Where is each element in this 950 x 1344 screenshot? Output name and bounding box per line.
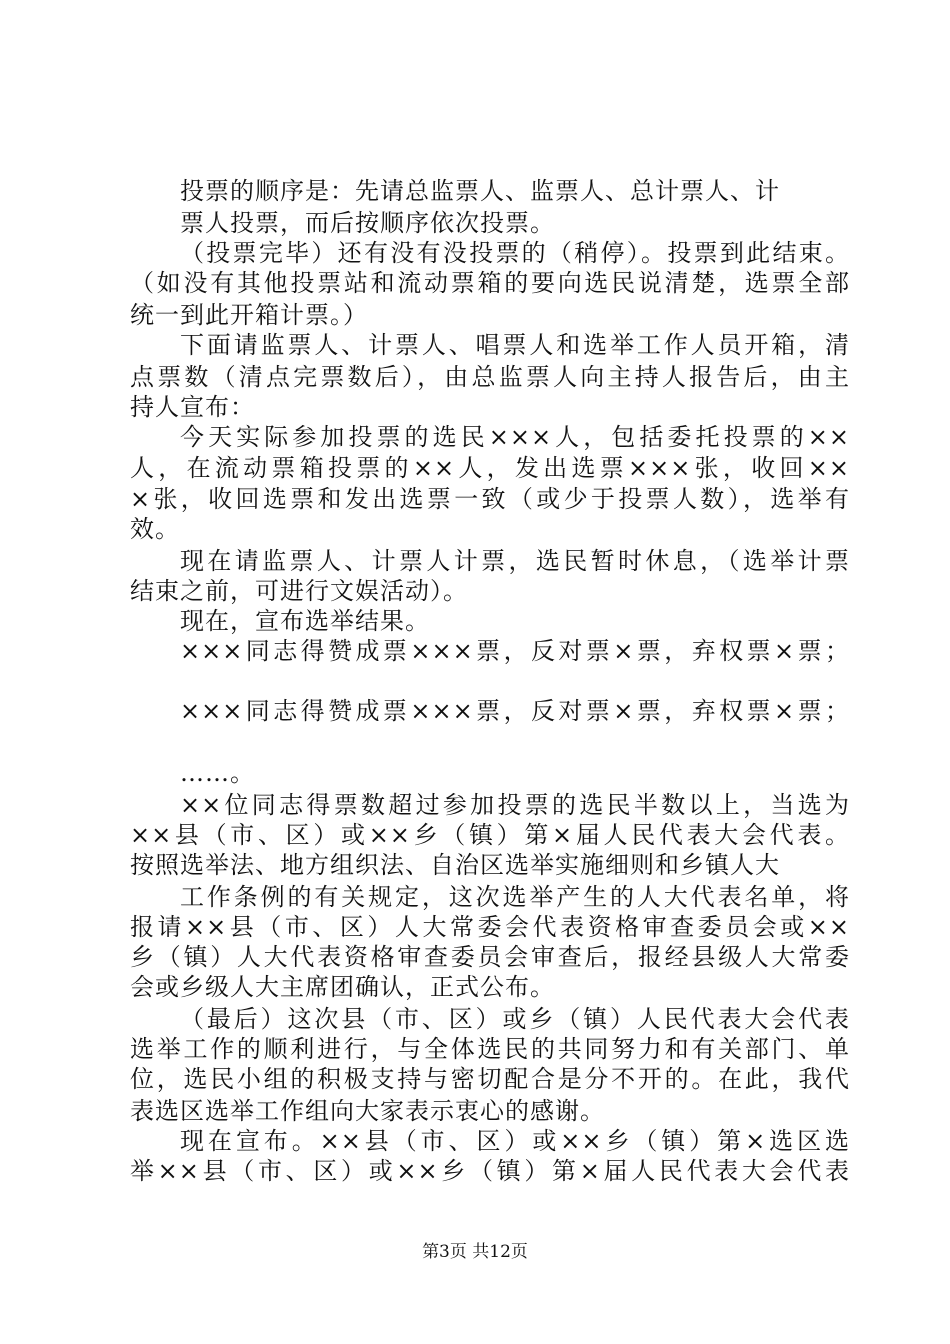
text-line: 现在，宣布选举结果。 (180, 607, 430, 635)
text-line: （投票完毕）还有没有没投票的（稍停）。投票到此结束。 (180, 239, 850, 267)
text-line: ×××同志得赞成票×××票，反对票×票，弃权票×票； (180, 637, 850, 665)
text-line: 投票的顺序是：先请总监票人、监票人、总计票人、计 (180, 177, 780, 205)
text-line: ×张，收回选票和发出选票一致（或少于投票人数），选举有 (130, 485, 850, 513)
text-line: 乡（镇）人大代表资格审查委员会审查后，报经县级人大常委 (130, 943, 850, 971)
text-line: 表选区选举工作组向大家表示衷心的感谢。 (130, 1097, 605, 1125)
text-line: ××县（市、区）或××乡（镇）第×届人民代表大会代表。 (130, 821, 850, 849)
text-line: 会或乡级人大主席团确认，正式公布。 (130, 973, 555, 1001)
text-line: 点票数（清点完票数后），由总监票人向主持人报告后，由主 (130, 363, 850, 391)
text-line: 按照选举法、地方组织法、自治区选举实施细则和乡镇人大 (130, 851, 780, 879)
text-line: ××位同志得票数超过参加投票的选民半数以上，当选为 (180, 791, 850, 819)
text-line: 现在请监票人、计票人计票，选民暂时休息，（选举计票 (180, 547, 850, 575)
text-line: （如没有其他投票站和流动票箱的要向选民说清楚，选票全部 (130, 269, 850, 297)
text-line: （最后）这次县（市、区）或乡（镇）人民代表大会代表 (180, 1005, 850, 1033)
text-line: 统一到此开箱计票。） (130, 301, 368, 329)
text-line: 选举工作的顺利进行，与全体选民的共同努力和有关部门、单 (130, 1035, 850, 1063)
text-line: 人，在流动票箱投票的××人，发出选票×××张，收回×× (130, 454, 850, 482)
text-line: 票人投票，而后按顺序依次投票。 (180, 209, 555, 237)
text-line: 今天实际参加投票的选民×××人，包括委托投票的×× (180, 423, 850, 451)
text-line: 工作条例的有关规定，这次选举产生的人大代表名单，将 (180, 883, 850, 911)
text-line: 报请××县（市、区）人大常委会代表资格审查委员会或×× (130, 913, 850, 941)
text-line: 现在宣布。××县（市、区）或××乡（镇）第×选区选 (180, 1127, 850, 1155)
text-line: 结束之前，可进行文娱活动）。 (130, 577, 468, 605)
text-line: 持人宣布： (130, 393, 255, 421)
page-number-footer: 第3页 共12页 (422, 1242, 528, 1262)
text-line: ……。 (180, 759, 255, 787)
text-line: 举××县（市、区）或××乡（镇）第×届人民代表大会代表 (130, 1157, 850, 1185)
text-line: 位，选民小组的积极支持与密切配合是分不开的。在此，我代 (130, 1065, 850, 1093)
text-line: ×××同志得赞成票×××票，反对票×票，弃权票×票； (180, 697, 850, 725)
text-line: 下面请监票人、计票人、唱票人和选举工作人员开箱，清 (180, 331, 850, 359)
text-line: 效。 (130, 515, 180, 543)
